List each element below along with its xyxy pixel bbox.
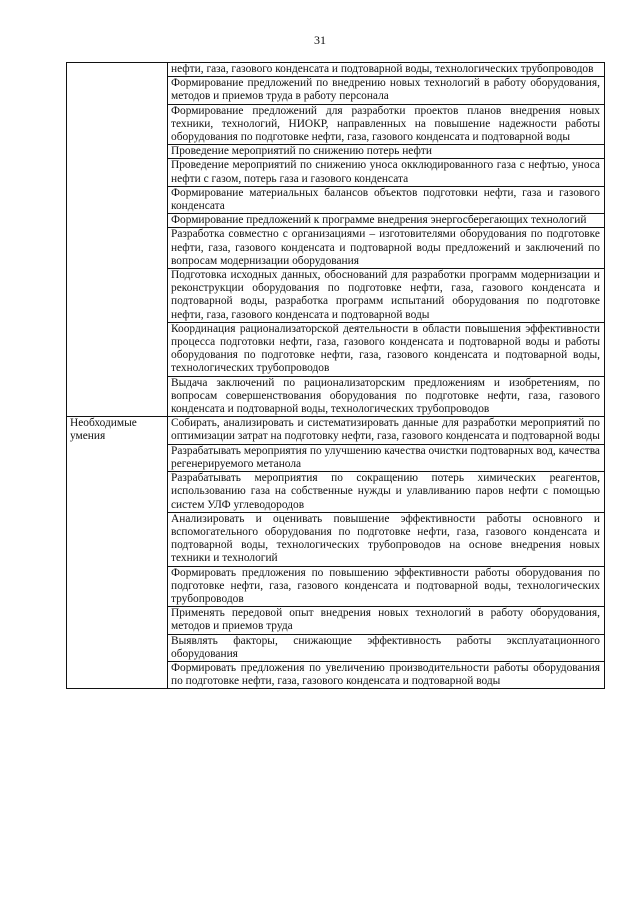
list-item: нефти, газа, газового конденсата и подтоварной воды, технологических трубопроводов [168,63,605,77]
list-item: Разрабатывать мероприятия по сокращению потерь химических реагентов, использованию газа на собственные нужды и улавливанию паров нефти с помощью систем УЛФ углеводородов [168,472,605,513]
list-item: Формирование материальных балансов объектов подготовки нефти, газа и газового конденсата [168,186,605,213]
job-functions-table [66,62,605,689]
list-item: Координация рационализаторской деятельности в области повышения эффективности процесса подготовки нефти, газа, газового конденсата и подтоварной воды и работы оборудования по подготовке нефти, газа, газового конденсата и подтоварной воды, технологических трубопроводов [168,322,605,376]
list-item: Выдача заключений по рационализаторским предложениям и изобретениям, по вопросам совершенствования оборудования по подготовке нефти, газа, газового конденсата и подтоварной воды, технологических трубопроводов [168,376,605,417]
section-label-skills: Необходимые умения [67,417,168,689]
list-item: Проведение мероприятий по снижению уноса окклюдированного газа с нефтью, уноса нефти с газом, потерь газа и газового конденсата [168,159,605,186]
list-item: Подготовка исходных данных, обоснований для разработки программ модернизации и реконструкции оборудования по подготовке нефти, газа, газового конденсата и подтоварной воды, разработка программ испытаний оборудования по подготовке нефти, газа, газового конденсата и подтоварной воды [168,269,605,323]
list-item: Анализировать и оценивать повышение эффективности работы основного и вспомогательного оборудования по подготовке нефти, газа, газового конденсата и подтоварной воды, технологических трубопроводов на основе внедрения новых техники и технологий [168,512,605,566]
section-label-continuation [67,63,168,417]
list-item: Формирование предложений к программе внедрения энергосберегающих технологий [168,214,605,228]
list-item: Применять передовой опыт внедрения новых технологий в работу оборудования, методов и приемов труда [168,607,605,634]
list-item: Формирование предложений для разработки проектов планов внедрения новых техники, технологий, НИОКР, направленных на повышение надежности работы оборудования по подготовке нефти, газа, газового конденсата и подтоварной воды [168,104,605,145]
list-item: Проведение мероприятий по снижению потерь нефти [168,145,605,159]
list-item: Формирование предложений по внедрению новых технологий в работу оборудования, методов и приемов труда в работу персонала [168,77,605,104]
list-item: Формировать предложения по повышению эффективности работы оборудования по подготовке нефти, газа, газового конденсата и подтоварной воды, технологических трубопроводов [168,566,605,607]
list-item: Формировать предложения по увеличению производительности работы оборудования по подготовке нефти, газа, газового конденсата и подтоварной воды [168,661,605,688]
list-item: Разработка совместно с организациями – изготовителями оборудования по подготовке нефти, газа, газового конденсата и подтоварной воды предложений и заключений по вопросам модернизации оборудования [168,228,605,269]
list-item: Собирать, анализировать и систематизировать данные для разработки мероприятий по оптимизации затрат на подготовку нефти, газа, газового конденсата и подтоварной воды [168,417,605,444]
list-item: Разрабатывать мероприятия по улучшению качества очистки подтоварных вод, качества регенерируемого метанола [168,444,605,471]
list-item: Выявлять факторы, снижающие эффективность работы эксплуатационного оборудования [168,634,605,661]
table-row [67,63,605,77]
page-number: 31 [314,33,326,47]
table-row [67,417,605,444]
